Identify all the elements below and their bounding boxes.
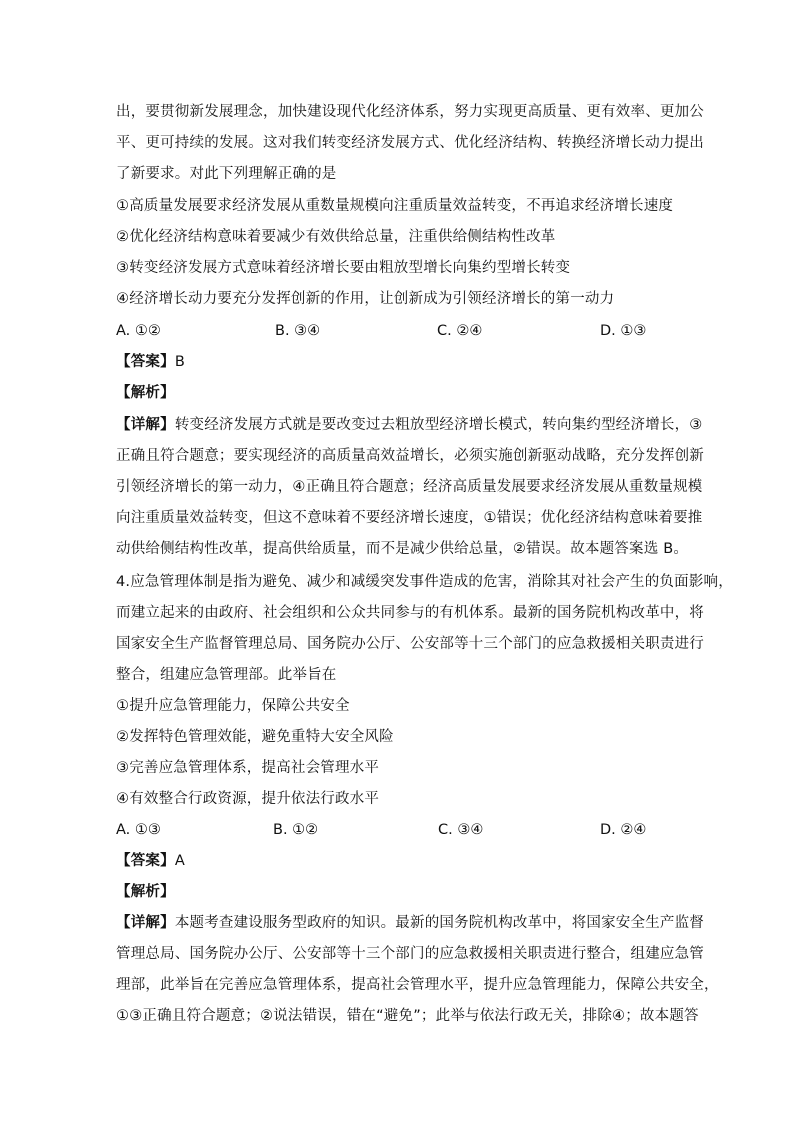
q3-stem-line-2: 平、更可持续的发展。这对我们转变经济发展方式、优化经济结构、转换经济增长动力提出 bbox=[116, 135, 704, 151]
q4-detail-line-1 bbox=[116, 913, 704, 933]
q4-statement-1: ①提升应急管理能力，保障公共安全 bbox=[116, 698, 350, 714]
q4-option-a: A. ①③ bbox=[116, 822, 161, 838]
q4-stem-line-4: 整合，组建应急管理部。此举旨在 bbox=[116, 667, 337, 683]
q4-detail-line-3: 理部，此举旨在完善应急管理体系，提高社会管理水平，提升应急管理能力，保障公共安全， bbox=[116, 977, 719, 993]
q4-option-b: B. ①② bbox=[273, 822, 319, 838]
q3-detail-line-2: 正确且符合题意；要实现经济的高质量高效益增长，必须实施创新驱动战略，充分发挥创新 bbox=[116, 448, 704, 464]
q3-detail-line-5: 动供给侧结构性改革，提高供给质量，而不是减少供给总量，②错误。故本题答案选 B。 bbox=[116, 541, 689, 557]
q3-statement-3: ③转变经济发展方式意味着经济增长要由粗放型增长向集约型增长转变 bbox=[116, 260, 571, 276]
q3-option-c: C. ②④ bbox=[437, 323, 483, 339]
q3-stem-line-3: 了新要求。对此下列理解正确的是 bbox=[116, 166, 337, 182]
detail-tag: 【详解】 bbox=[116, 417, 175, 433]
q3-detail-line-4: 向注重质量效益转变，但这不意味着不要经济增长速度，①错误；优化经济结构意味着要推 bbox=[116, 510, 703, 526]
q4-detail-line-2: 管理总局、国务院办公厅、公安部等十三个部门的应急救援相关职责进行整合，组建应急管 bbox=[116, 946, 704, 962]
q4-stem-line-3: 国家安全生产监督管理总局、国务院办公厅、公安部等十三个部门的应急救援相关职责进行 bbox=[116, 636, 704, 652]
q3-option-b: B. ③④ bbox=[275, 323, 321, 339]
q4-detail-line-4: ①③正确且符合题意；②说法错误，错在“避免”；此举与依法行政无关，排除④；故本题答 bbox=[116, 1008, 699, 1024]
q3-detail-line-3: 引领经济增长的第一动力，④正确且符合题意；经济高质量发展要求经济发展从重数量规模 bbox=[116, 479, 703, 495]
q3-statement-4: ④经济增长动力要充分发挥创新的作用，让创新成为引领经济增长的第一动力 bbox=[116, 291, 615, 307]
q3-option-a: A. ①② bbox=[116, 323, 161, 339]
q3-statement-1: ①高质量发展要求经济发展从重数量规模向注重质量效益转变，不再追求经济增长速度 bbox=[116, 198, 674, 214]
q3-statement-2: ②优化经济结构意味着要减少有效供给总量，注重供给侧结构性改革 bbox=[116, 229, 556, 245]
q3-detail-line-1 bbox=[116, 415, 703, 435]
detail-tag: 【详解】 bbox=[116, 915, 175, 931]
q4-statement-3: ③完善应急管理体系，提高社会管理水平 bbox=[116, 760, 380, 776]
answer-value: B bbox=[174, 354, 185, 370]
q4-statement-2: ②发挥特色管理效能，避免重特大安全风险 bbox=[116, 729, 394, 745]
answer-tag: 【答案】 bbox=[116, 354, 175, 370]
answer-value: A bbox=[174, 853, 185, 869]
q4-stem-line-2: 而建立起来的由政府、社会组织和公众共同参与的有机体系。最新的国务院机构改革中，将 bbox=[116, 605, 704, 621]
q3-answer bbox=[116, 352, 185, 372]
q4-statement-4: ④有效整合行政资源，提升依法行政水平 bbox=[116, 791, 380, 807]
q4-option-d: D. ②④ bbox=[600, 822, 647, 838]
detail-text: 本题考查建设服务型政府的知识。最新的国务院机构改革中，将国家安全生产监督 bbox=[174, 915, 705, 931]
answer-tag: 【答案】 bbox=[116, 853, 175, 869]
q4-stem-line-1: 4.应急管理体制是指为避免、减少和减缓突发事件造成的危害，消除其对社会产生的负面影响， bbox=[116, 574, 733, 590]
q3-stem-line-1: 出，要贯彻新发展理念，加快建设现代化经济体系，努力实现更高质量、更有效率、更加公 bbox=[116, 104, 704, 120]
q3-option-d: D. ①③ bbox=[600, 323, 647, 339]
q4-answer bbox=[116, 851, 185, 871]
q4-option-c: C. ③④ bbox=[438, 822, 484, 838]
q3-analysis-label: 【解析】 bbox=[116, 385, 175, 401]
q4-analysis-label: 【解析】 bbox=[116, 884, 175, 900]
detail-text: 转变经济发展方式就是要改变过去粗放型经济增长模式，转向集约型经济增长，③ bbox=[174, 417, 703, 433]
